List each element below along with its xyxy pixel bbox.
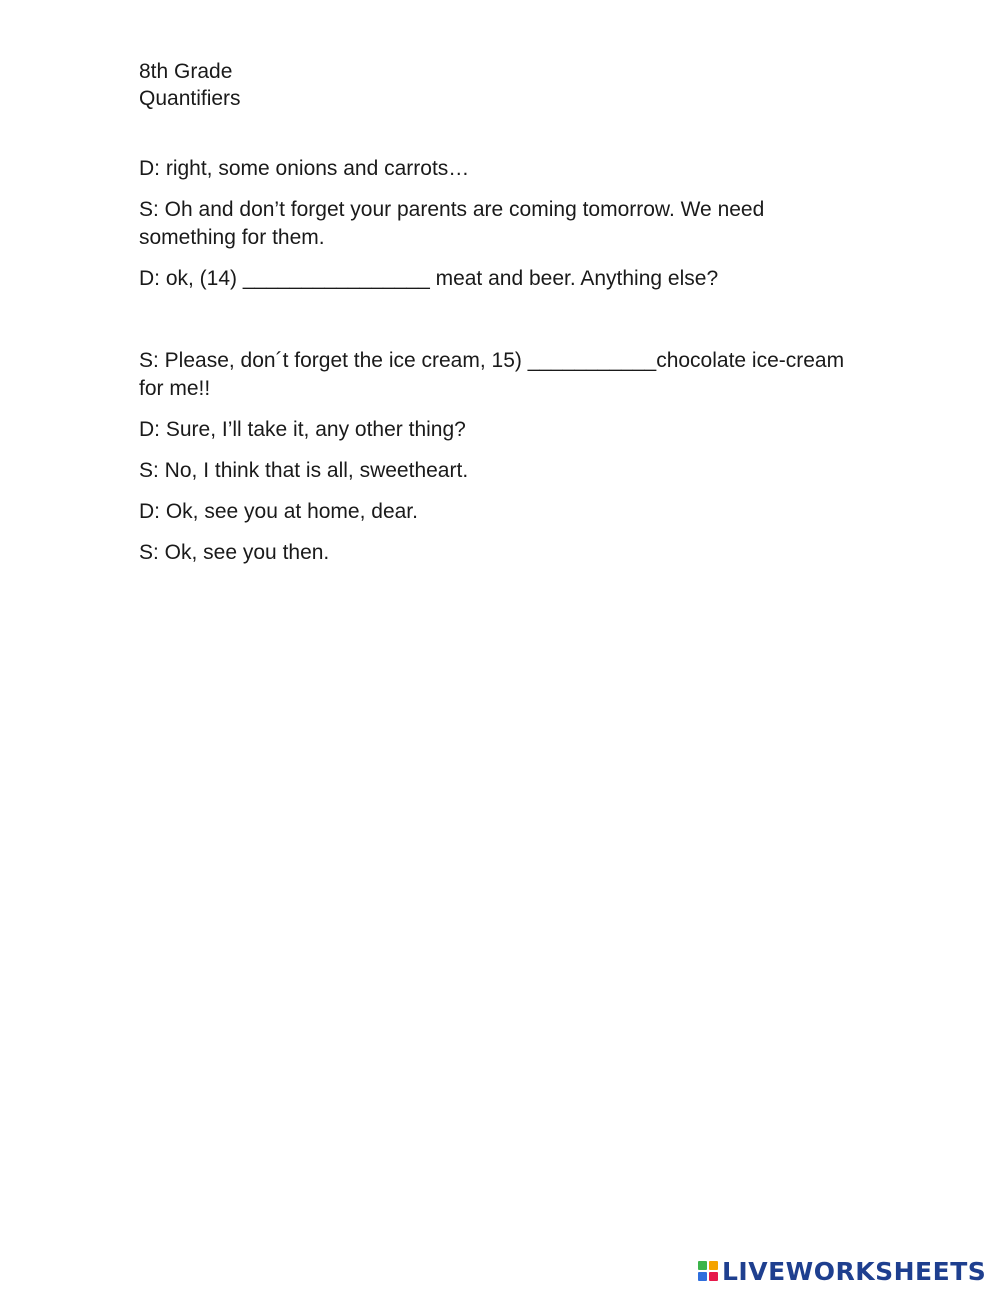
dialogue-line-5: D: Sure, I’ll take it, any other thing? [139,418,466,441]
worksheet-header [139,58,241,112]
dialogue-line-4-after: chocolate ice-cream for me!! [139,349,845,400]
dialogue-line-3 [139,265,859,293]
logo-block-2 [709,1261,718,1270]
dialogue-line-1: D: right, some onions and carrots… [139,157,470,180]
dialogue-line-3-before: D: ok, (14) [139,267,243,290]
logo-wordmark: LIVEWORKSHEETS [722,1256,987,1286]
answer-blank-15[interactable]: ___________ [527,349,657,372]
liveworksheets-blocks-icon [698,1261,718,1281]
dialogue-line-6: S: No, I think that is all, sweetheart. [139,459,469,482]
dialogue-line-8: S: Ok, see you then. [139,541,330,564]
grade-label: 8th Grade [139,60,233,83]
topic-label: Quantifiers [139,87,241,110]
logo-block-3 [698,1272,707,1281]
dialogue-line-2: S: Oh and don’t forget your parents are coming tomorrow. We need something for them. [139,198,765,249]
dialogue-line-4-before: S: Please, don´t forget the ice cream, 15) [139,349,528,372]
logo-block-1 [698,1261,707,1270]
logo-block-4 [709,1272,718,1281]
answer-blank-14[interactable]: ________________ [242,267,430,290]
dialogue-line-4 [139,347,859,403]
dialogue-line-3-after: meat and beer. Anything else? [429,267,719,290]
dialogue-text [139,155,859,580]
dialogue-line-7: D: Ok, see you at home, dear. [139,500,418,523]
liveworksheets-logo [698,1256,986,1286]
